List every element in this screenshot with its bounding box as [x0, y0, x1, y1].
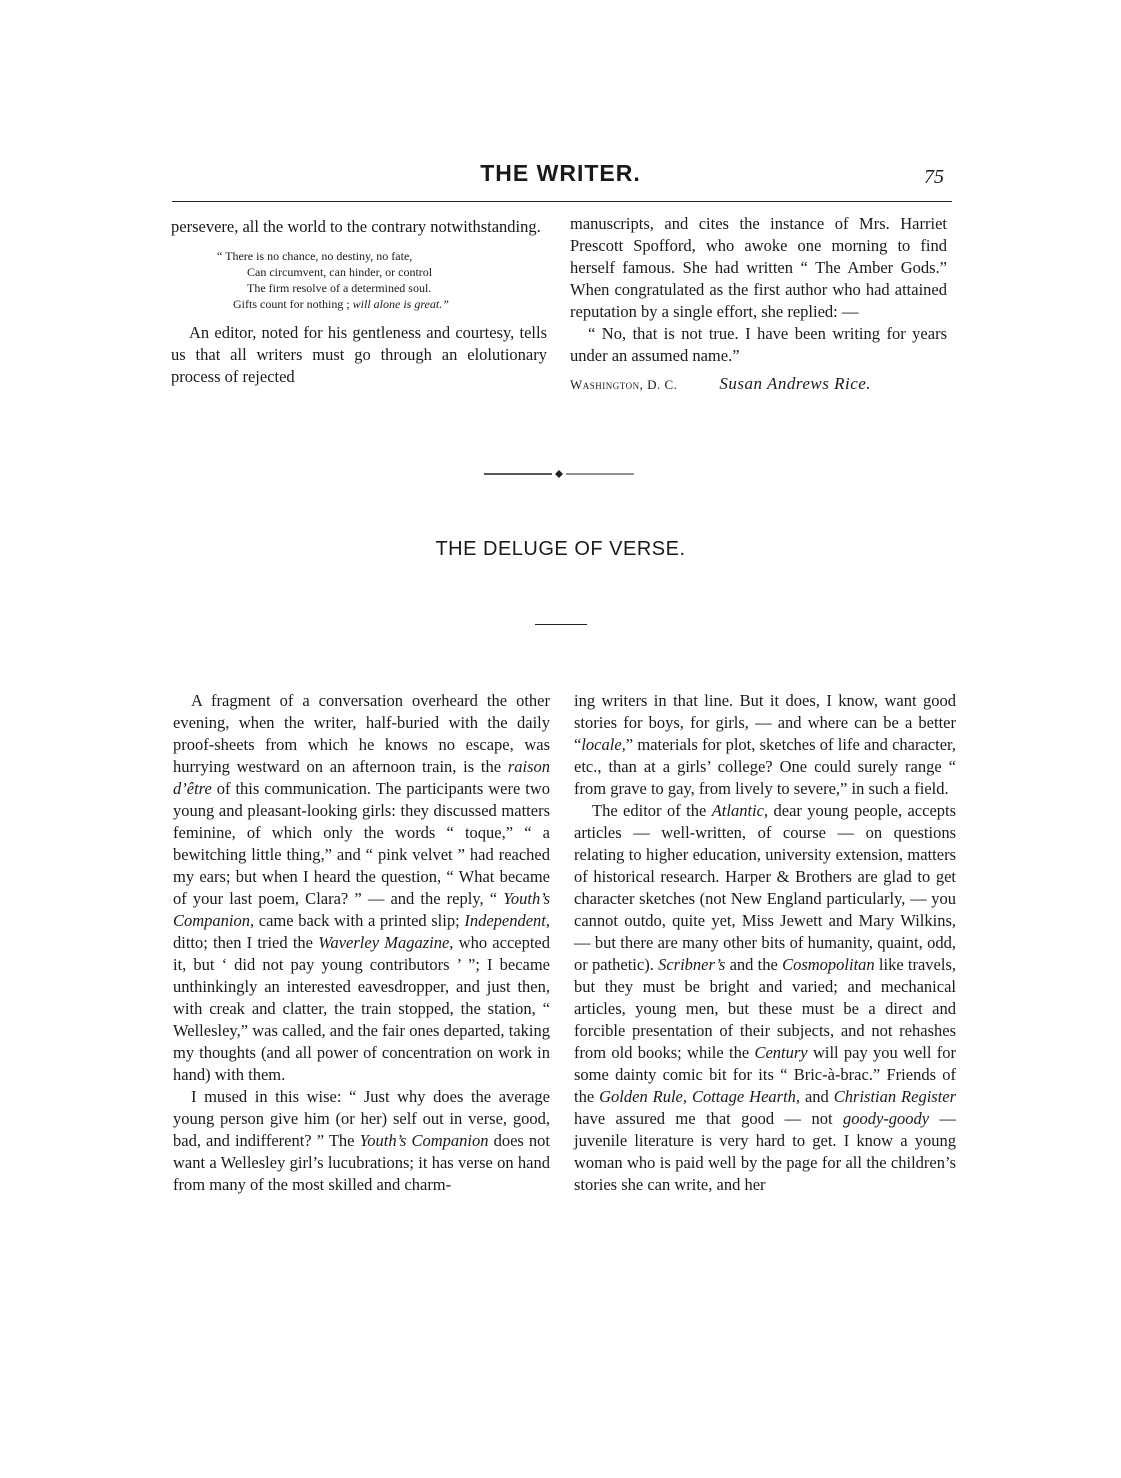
- signature: [570, 373, 947, 396]
- top-right-column: [570, 213, 947, 396]
- article-left-column: [173, 690, 550, 1196]
- page-title: THE WRITER.: [480, 160, 641, 186]
- poem-line: “ There is no chance, no destiny, no fate,: [217, 249, 413, 263]
- page-number: 75: [924, 166, 944, 188]
- paragraph: I mused in this wise: “ Just why does the average young person give him (or her) self out in verse, good, bad, and indifferent? ” The Youth’s Companion does not want a Wellesley girl’s lucubrations; it has verse on hand from many of the most skilled and charm-: [173, 1087, 550, 1194]
- paragraph: “ No, that is not true. I have been writing for years under an assumed name.”: [570, 324, 947, 365]
- section-title: THE DELUGE OF VERSE.: [435, 538, 686, 560]
- section-divider-ornament: [484, 468, 634, 480]
- header-rule: [172, 201, 952, 202]
- signature-place: Washington, D. C.: [570, 377, 678, 392]
- paragraph: The editor of the Atlantic, dear young people, accepts articles — well-written, of course — on questions relating to higher education, university extension, matters of historical research. Harper & Brothers are glad to get character sketches (not New England particularly, — you cannot outdo, quite yet, Miss Jewett and Mary Wilkins, — but there are many other bits of humanity, quaint, odd, or pathetic). Scribner’s and the Cosmopolitan like travels, but they must be bright and varied; and mechanical articles, young men, but these must be a direct and forcible presentation of their subjects, and not rehashes from old books; while the Century will pay you well for some dainty comic bit for its “ Bric-à-brac.” Friends of the Golden Rule, Cottage Hearth, and Christian Register have assured me that good — not goody-goody — juvenile literature is very hard to get. I know a young woman who is paid well by the page for all the children’s stories she can write, and her: [574, 801, 957, 1194]
- paragraph: An editor, noted for his gentleness and courtesy, tells us that all writers must go through an elolutionary process of rejected: [171, 323, 547, 386]
- paragraph: manuscripts, and cites the instance of Mrs. Harriet Prescott Spofford, who awoke one morning to find herself famous. She had written “ The Amber Gods.” When congratulated as the first author who had attained reputation by a single effort, she replied: —: [570, 214, 947, 321]
- signature-author: Susan Andrews Rice.: [719, 374, 872, 393]
- poem-quote: [171, 248, 547, 312]
- poem-line: The firm resolve of a determined soul.: [247, 281, 432, 295]
- poem-line: Gifts count for nothing ; will alone is great.”: [233, 297, 449, 311]
- paragraph: ing writers in that line. But it does, I know, want good stories for boys, for girls, — and where can be a better “locale,” materials for plot, sketches of life and character, etc., than at a girls’ college? One could surely range “ from grave to gay, from lively to severe,” in such a field.: [574, 691, 956, 798]
- paragraph: persevere, all the world to the contrary notwithstanding.: [171, 217, 541, 236]
- poem-line: Can circumvent, can hinder, or control: [247, 265, 433, 279]
- article-right-column: [574, 690, 956, 1196]
- paragraph: A fragment of a conversation overheard the other evening, when the writer, half-buried with the daily proof-sheets from which he knows no escape, was hurrying westward on an afternoon train, is the raison d’être of this communication. The participants were two young and pleasant-looking girls: they discussed matters feminine, of which only the words “ toque,” “ a bewitching little thing,” and “ pink velvet ” had reached my ears; but when I heard the question, “ What became of your last poem, Clara? ” — and the reply, “ Youth’s Companion, came back with a printed slip; Independent, ditto; then I tried the Waverley Magazine, who accepted it, but ‘ did not pay young contributors ’ ”; I became unthinkingly an interested eavesdropper, and just then, with creak and clatter, the train stopped, the station, “ Wellesley,” was called, and the fair ones departed, taking my thoughts (and all power of concentration on work in hand) with them.: [173, 691, 551, 1084]
- top-left-column: [171, 216, 547, 388]
- title-rule: [535, 624, 587, 625]
